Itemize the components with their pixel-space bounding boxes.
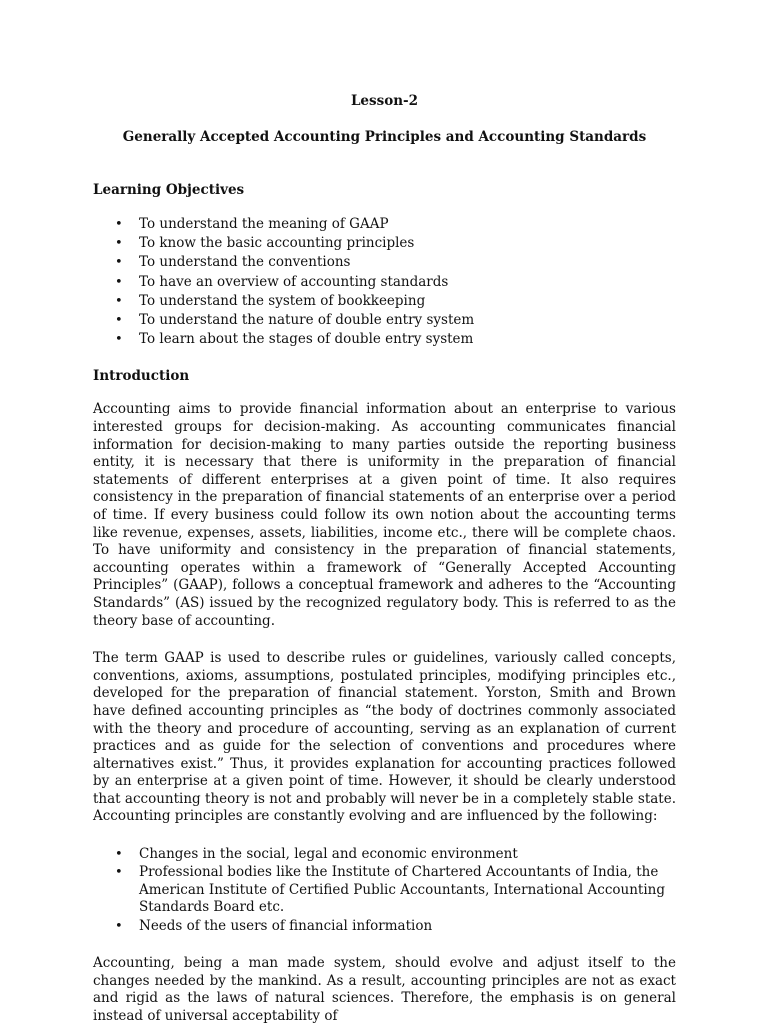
introduction-heading: Introduction: [93, 368, 190, 385]
list-item: • Professional bodies like the Institute of Chartered Accountants of India, the American Institute of Certified Public Accountants, International Accounting Standards Board etc.: [115, 864, 666, 916]
bullet-icon: •: [115, 865, 123, 881]
objectives-list: [93, 215, 676, 349]
factors-list: [93, 846, 676, 935]
list-item: • Changes in the social, legal and economic environment: [115, 846, 518, 863]
bullet-icon: •: [115, 332, 123, 348]
bullet-icon: •: [115, 274, 123, 290]
list-item: • To learn about the stages of double entry system: [93, 330, 676, 349]
page-title: Generally Accepted Accounting Principles and Accounting Standards: [122, 129, 647, 145]
list-item: • To understand the system of bookkeeping: [93, 292, 676, 311]
bullet-icon: •: [115, 313, 123, 329]
list-item: • To understand the meaning of GAAP: [93, 215, 676, 234]
list-item: • To know the basic accounting principles: [93, 234, 676, 253]
bullet-icon: •: [115, 847, 123, 863]
bullet-icon: •: [115, 217, 123, 232]
intro-paragraph-3: Accounting, being a man made system, should evolve and adjust itself to the changes needed by the mankind. As a result, accounting principles are not as exact and rigid as the laws of natural sciences. Therefore, the emphasis is on general instead of universal acceptability of: [93, 955, 676, 1024]
list-item: • Needs of the users of financial information: [115, 917, 433, 934]
bullet-icon: •: [115, 236, 123, 252]
list-item: • To have an overview of accounting standards: [93, 273, 676, 292]
bullet-icon: •: [115, 918, 123, 934]
objectives-heading: Learning Objectives: [93, 182, 245, 198]
intro-paragraph-1: Accounting aims to provide financial information about an enterprise to various interested groups for decision-making. As accounting communicates financial information for decision-making to many parties outside the reporting business entity, it is necessary that there is uniformity in the preparation of financial statements of different enterprises at a given point of time. It also requires consistency in the preparation of financial statements of an enterprise over a period of time. If every business could follow its own notion about the accounting terms like revenue, expenses, assets, liabilities, income etc., there will be complete chaos. To have uniformity and consistency in the preparation of financial statements, accounting operates within a framework of “Generally Accepted Accounting Principles” (GAAP), follows a conceptual framework and adheres to the “Accounting Standards” (AS) issued by the recognized regulatory body. This is referred to as the theory base of accounting.: [93, 401, 676, 629]
document-page: [93, 92, 676, 1025]
bullet-icon: •: [115, 255, 123, 271]
lesson-label: Lesson-2: [350, 93, 419, 109]
intro-paragraph-2: The term GAAP is used to describe rules or guidelines, variously called concepts, conventions, axioms, assumptions, postulated principles, modifying principles etc., developed for the preparation of financial statement. Yorston, Smith and Brown have defined accounting principles as “the body of doctrines commonly associated with the theory and procedure of accounting, serving as an explanation of current practices and as guide for the selection of conventions and procedures where alternatives exist.” Thus, it provides explanation for accounting practices followed by an enterprise at a given point of time. However, it should be clearly understood that accounting theory is not and probably will never be in a completely stable state. Accounting principles are constantly evolving and are influenced by the following:: [93, 650, 676, 825]
bullet-icon: •: [115, 293, 123, 309]
list-item: • To understand the conventions: [93, 253, 676, 272]
list-item: • To understand the nature of double entry system: [93, 311, 676, 330]
